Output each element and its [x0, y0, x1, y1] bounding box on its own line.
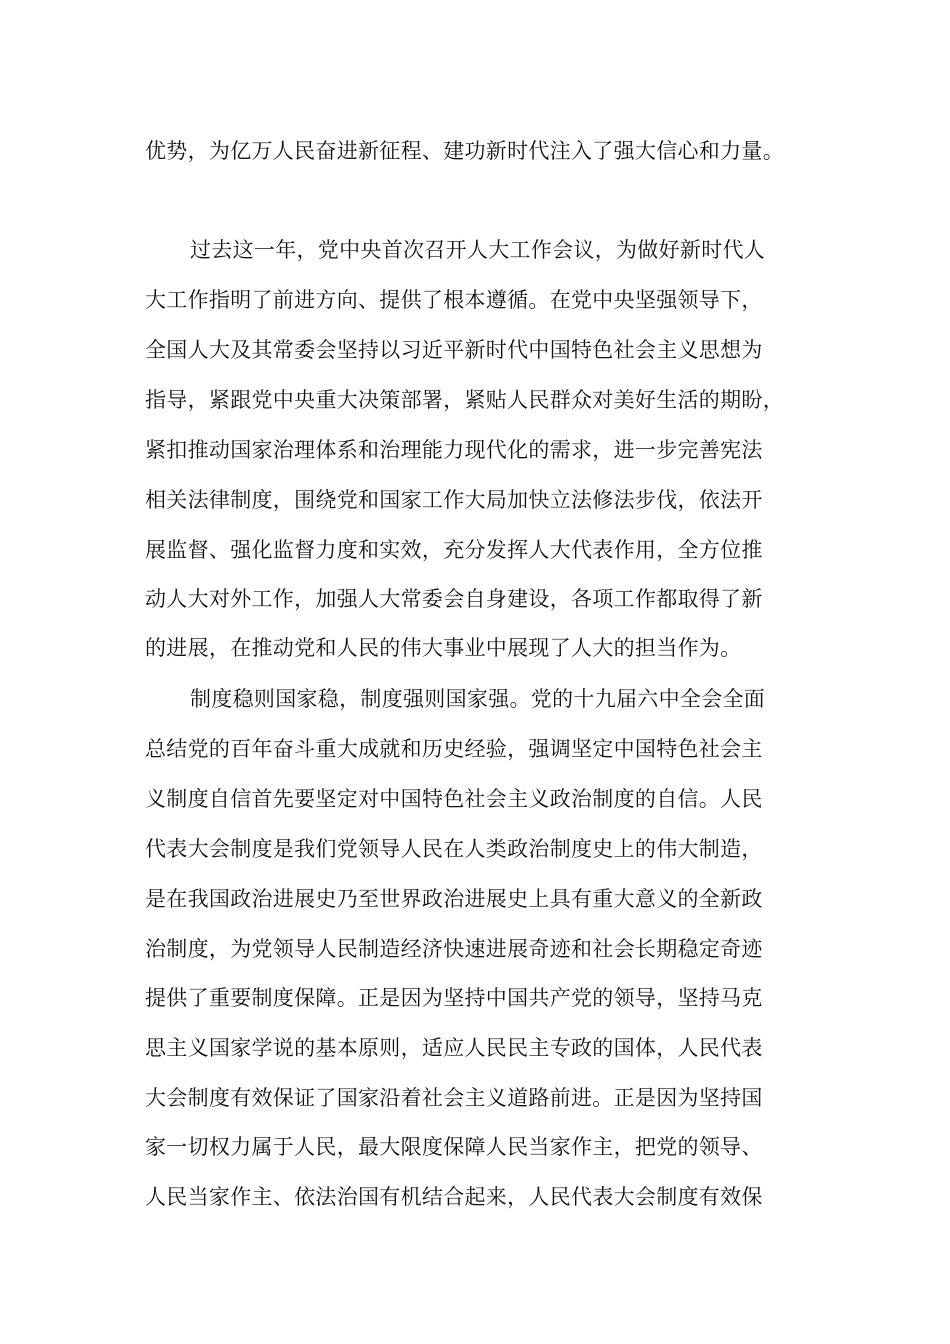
- text-line-9: 动人大对外工作，加强人大常委会自身建设，各项工作都取得了新: [145, 587, 763, 611]
- text-line-21: 人民当家作主、依法治国有机结合起来，人民代表大会制度有效保: [145, 1185, 763, 1209]
- text-line-6: 紧扣推动国家治理体系和治理能力现代化的需求，进一步完善宪法: [145, 438, 763, 462]
- text-line-10: 的进展，在推动党和人民的伟大事业中展现了人大的担当作为。: [145, 636, 742, 660]
- text-line-12: 总结党的百年奋斗重大成就和历史经验，强调坚定中国特色社会主: [145, 737, 763, 761]
- text-line-13: 义制度自信首先要坚定对中国特色社会主义政治制度的自信。人民: [145, 787, 763, 811]
- text-line-3: 大工作指明了前进方向、提供了根本遵循。在党中央坚强领导下，: [145, 288, 763, 312]
- text-line-8: 展监督、强化监督力度和实效，充分发挥人大代表作用，全方位推: [145, 538, 763, 562]
- text-line-14: 代表大会制度是我们党领导人民在人类政治制度史上的伟大制造，: [145, 837, 763, 861]
- text-line-16: 治制度，为党领导人民制造经济快速进展奇迹和社会长期稳定奇迹: [145, 937, 763, 961]
- text-line-4: 全国人大及其常委会坚持以习近平新时代中国特色社会主义思想为: [145, 338, 763, 362]
- text-line-17: 提供了重要制度保障。正是因为坚持中国共产党的领导，坚持马克: [145, 986, 763, 1010]
- text-line-1: 优势，为亿万人民奋进新征程、建功新时代注入了强大信心和力量。: [145, 139, 784, 163]
- text-line-20: 家一切权力属于人民，最大限度保障人民当家作主，把党的领导、: [145, 1135, 763, 1159]
- text-line-5: 指导，紧跟党中央重大决策部署，紧贴人民群众对美好生活的期盼，: [145, 388, 784, 412]
- text-line-15: 是在我国政治进展史乃至世界政治进展史上具有重大意义的全新政: [145, 887, 763, 911]
- text-line-11: 制度稳则国家稳，制度强则国家强。党的十九届六中全会全面: [190, 687, 766, 711]
- text-line-7: 相关法律制度，围绕党和国家工作大局加快立法修法步伐，依法开: [145, 488, 763, 512]
- text-line-18: 思主义国家学说的基本原则，适应人民民主专政的国体，人民代表: [145, 1036, 763, 1060]
- text-line-19: 大会制度有效保证了国家沿着社会主义道路前进。正是因为坚持国: [145, 1086, 763, 1110]
- text-line-2: 过去这一年，党中央首次召开人大工作会议，为做好新时代人: [190, 238, 766, 262]
